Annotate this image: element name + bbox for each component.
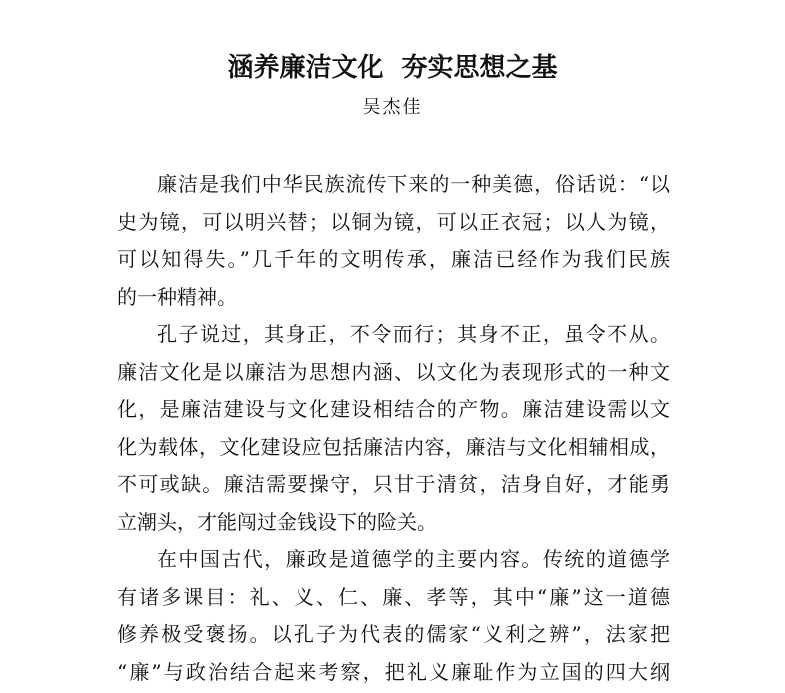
text-line: 修养极受褒扬。以孔子为代表的儒家“义利之辨”，法家把 <box>117 622 670 646</box>
text-line: 廉洁是我们中华民族流传下来的一种美德，俗话说：“以 <box>157 172 670 196</box>
text-line: 化，是廉洁建设与文化建设相结合的产物。廉洁建设需以文 <box>117 397 670 421</box>
document-title: 涵养廉洁文化 夯实思想之基 <box>227 53 558 83</box>
text-line: 立潮头，才能闯过金钱设下的险关。 <box>117 509 437 534</box>
text-line: 化为载体，文化建设应包括廉洁内容，廉洁与文化相辅相成， <box>117 434 670 459</box>
text-line: 不可或缺。廉洁需要操守，只甘于清贫，洁身自好，才能勇 <box>117 472 670 496</box>
text-line: 廉洁文化是以廉洁为思想内涵、以文化为表现形式的一种文 <box>117 359 670 384</box>
paragraph-3 <box>117 541 670 691</box>
paragraph-1 <box>117 166 670 316</box>
text-line: 有诸多课目：礼、义、仁、廉、孝等，其中“廉”这一道德 <box>117 584 670 609</box>
text-line: 在中国古代，廉政是道德学的主要内容。传统的道德学 <box>157 547 670 571</box>
text-line: 的一种精神。 <box>117 284 237 309</box>
document-author: 吴杰佳 <box>362 97 423 118</box>
text-line: “廉”与政治结合起来考察，把礼义廉耻作为立国的四大纲 <box>117 659 670 684</box>
document-body <box>117 166 670 691</box>
text-line: 可以知得失。”几千年的文明传承，廉洁已经作为我们民族 <box>117 247 670 271</box>
text-line: 孔子说过，其身正，不令而行；其身不正，虽令不从。 <box>157 322 670 346</box>
paragraph-2 <box>117 316 670 541</box>
text-line: 史为镜，可以明兴替；以铜为镜，可以正衣冠；以人为镜， <box>117 209 670 234</box>
